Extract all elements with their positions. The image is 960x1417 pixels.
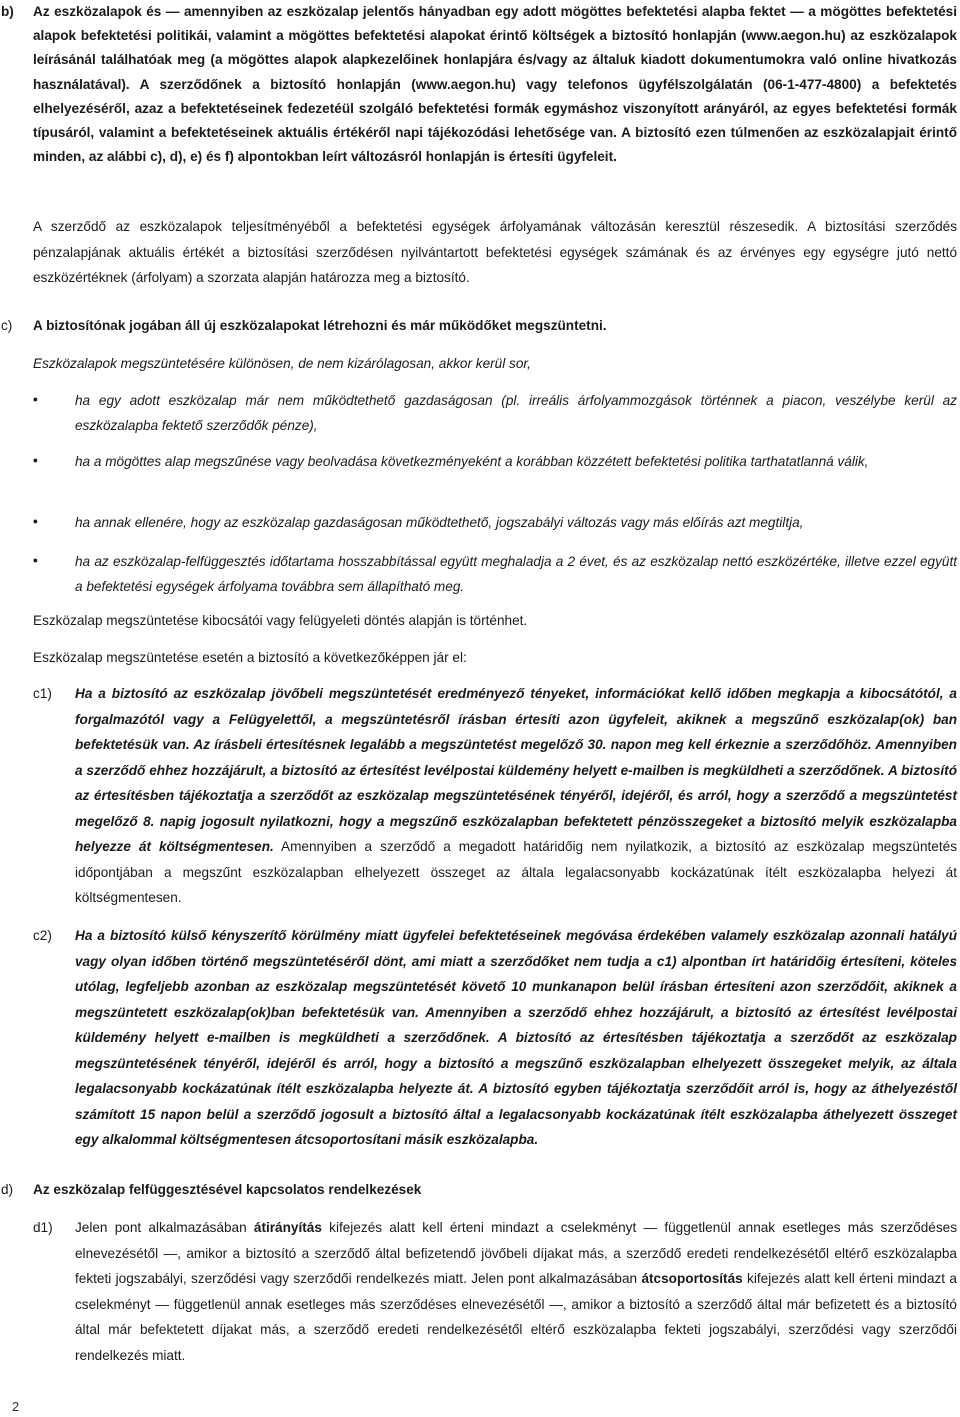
c1-emphasis: Ha a biztosító az eszközalap jövőbeli megszüntetését eredményező tényeket, információkat kellő időben megkapja a kibocsátótól, a forgalmazótól vagy a Felügyelettől, a megszüntetésről írásban értesíti azon ügyfeleit, akiknek a megszűnő eszközalap(ok) ban befektetésük van. Az írásbeli értesítésnek legalább a megszüntetést megelőző 30. napon meg kell érkeznie a szerződőhöz. Amennyiben a szerződő ehhez hozzájárult, a biztosító az értesítést levélpostai küldemény helyett e-mailben is megküldheti a szerződőnek. A biztosító az értesítésben tájékoztatja a szerződőt az eszközalap megszüntetésének tényéről, idejéről, és arról, hogy a szerződő a megszüntetést megelőző 8. napig jogosult nyilatkozni, hogy a megszűnő eszközalapban befektetett pénzösszegeket a biztosító melyik eszközalapba helyezze át költségmentesen. [75,686,957,854]
page-number: 2 [12,1399,20,1414]
section-c-paragraph-a: Eszközalap megszüntetése kibocsátói vagy felügyeleti döntés alapján is történhet. [33,613,528,628]
bullet-icon: • [33,553,38,568]
subsection-d1-text [75,1215,957,1368]
subsection-c1-text [75,681,957,911]
section-b-label: b) [1,4,14,19]
section-c-heading: A biztosítónak jogában áll új eszközalapokat létrehozni és már működőket megszüntetni. [33,318,607,333]
bullet-item: ha egy adott eszközalap már nem működtethető gazdaságosan (pl. irreális árfolyammozgások történnek a piacon, veszélybe kerül az eszközalapba fektető szerződők pénze), [75,393,957,434]
bullet-item: ha annak ellenére, hogy az eszközalap gazdaságosan működtethető, jogszabályi változás vagy más előírás azt megtiltja, [75,515,804,530]
section-c-paragraph-b: Eszközalap megszüntetése esetén a biztosító a következőképpen jár el: [33,650,467,665]
section-d-label: d) [1,1182,14,1197]
bullet-item: ha a mögöttes alap megszűnése vagy beolvadása következményeként a korábban közzétett befektetési politika tarthatatlanná válik, [75,454,869,469]
bullet-icon: • [33,453,38,468]
subsection-d1-label: d1) [33,1220,53,1235]
section-b-paragraph-2: A szerződő az eszközalapok teljesítményéből a befektetési egységek árfolyamának változásán keresztül részesedik. A biztosítási szerződés pénzalapjának aktuális értékét a biztosítási szerződésen nyilvántartott befektetési egységek számának és az érvényes egy egységre jutó nettó eszközértéknek (árfolyam) a szorzata alapján határozza meg a biztosító. [33,219,957,285]
subsection-c2-text: Ha a biztosító külső kényszerítő körülmény miatt ügyfelei befektetéseinek megóvása érdekében valamely eszközalap azonnali hatályú vagy olyan időben történő megszüntetéséről dönt, ami miatt a szerződőket nem tudja a c1) alpontban írt határidőig értesíteni, köteles utólag, legfeljebb azonban az eszközalap megszüntetését követő 10 munkanapon belül írásban értesíteni azon szerződőit, akiknek a megszüntetett eszközalap(ok)ban befektetésük van. Amennyiben a szerződő ehhez hozzájárult, a biztosító az értesítést levélpostai küldemény helyett e-mailben is megküldheti a szerződőnek. A biztosító az értesítésben tájékoztatja a szerződőt az eszközalap megszüntetésének tényéről, idejéről és arról, hogy a biztosító a megszűnő eszközalapban elhelyezett összegeket melyik, az általa legalacsonyabb kockázatúnak ítélt eszközalapba helyezte át. A biztosító egyben tájékoztatja szerződőit arról is, hogy az áthelyezéstől számított 15 napon belül a szerződő jogosult a biztosító által a legalacsonyabb kockázatúnak ítélt eszközalapba áthelyezett összeget egy alkalommal költségmentesen átcsoportosítani másik eszközalapba. [75,928,957,1147]
section-c-intro: Eszközalapok megszüntetésére különösen, de nem kizárólagosan, akkor kerül sor, [33,356,531,371]
d1-text-part: Jelen pont alkalmazásában [75,1220,254,1235]
section-b-paragraph-1: Az eszközalapok és — amennyiben az eszközalap jelentős hányadban egy adott mögöttes befektetési alapba fektet — a mögöttes befektetési alapok befektetési politikái, valamint a mögöttes befektetési alapokat érintő költségek a biztosító honlapján (www.aegon.hu) az eszközalapok leírásánál találhatóak meg (a mögöttes alapok alapkezelőinek honlapjára és/vagy az általuk kiadott dokumentumokra való online hivatkozás használatával). A szerződőnek a biztosító honlapján (www.aegon.hu) vagy telefonos ügyfélszolgálatán (06-1-477-4800) a befektetés elhelyezéséről, azaz a befektetéseinek fedezetéül szolgáló befektetési formák egymáshoz viszonyított arányáról, az egyes befektetési formák típusáról, valamint a befektetéseinek aktuális értékéről napi tájékozódási lehetősége van. A biztosító ezen túlmenően az eszközalapjait érintő minden, az alábbi c), d), e) és f) alpontokban leírt változásról honlapján is értesíti ügyfeleit. [33,4,957,165]
section-c-label: c) [1,318,13,333]
d1-term-atiranyitas: átirányítás [253,1220,322,1235]
bullet-icon: • [33,392,38,407]
bullet-icon: • [33,514,38,529]
section-d-heading: Az eszközalap felfüggesztésével kapcsolatos rendelkezések [33,1182,422,1197]
d1-text-part: kifejezés alatt kell érteni mindazt a cselekményt — függetlenül annak esetleges más szerződéses elnevezésétől —, amikor a biztosító a szerződő által befizetendő jövőbeli díjakat más, a szerződő eredeti rendelkezésétől eltérő eszközalapba fekteti jogszabályi, szerződési vagy szerződői rendelkezés miatt. Jelen pont alkalmazásában [75,1220,957,1286]
c1-regular: Amennyiben a szerződő a megadott határidőig nem nyilatkozik, a biztosító az eszközalap megszüntetés időpontjában a megszűnt eszközalapban elhelyezett összeget az általa legalacsonyabb kockázatúnak ítélt eszközalapba helyezi át költségmentesen. [75,839,957,905]
bullet-item: ha az eszközalap-felfüggesztés időtartama hosszabbítással együtt meghaladja a 2 évet, és az eszközalap nettó eszközértéke, illetve ezzel együtt a befektetési egységek árfolyama továbbra sem állapítható meg. [75,554,957,595]
subsection-c2-label: c2) [33,928,52,943]
subsection-c1-label: c1) [33,686,52,701]
d1-text-part: kifejezés alatt kell érteni mindazt a cselekményt — függetlenül annak esetleges más szerződéses elnevezésétől —, amikor a biztosító a szerződő által már befizetett és a biztosító által már befektetett díjakat más, a szerződő eredeti rendelkezésétől eltérő eszközalapba fekteti jogszabályi, szerződési vagy szerződői rendelkezés miatt. [75,1271,957,1363]
d1-term-atcsoportositas: átcsoportosítás [641,1271,743,1286]
